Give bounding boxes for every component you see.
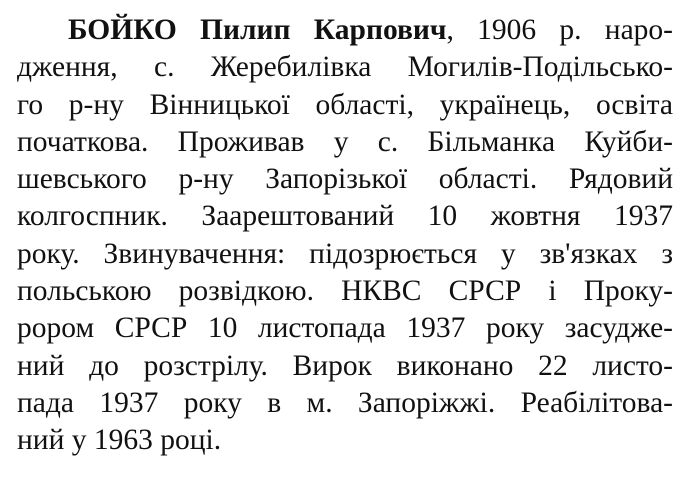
- entry-line-12: ний у 1963 році.: [17, 424, 222, 457]
- entry-line-11: пада 1937 року в м. Запоріжжі. Реабілітова-: [17, 386, 673, 419]
- entry-line-6: колгоспник. Заарештований 10 жовтня 1937: [17, 200, 673, 233]
- entry-line-9: рором СРСР 10 листопада 1937 року засудже-: [17, 312, 673, 345]
- entry-line-2: дження, с. Жеребилівка Могилів-Подільсько-: [17, 51, 673, 84]
- entry-line-1-text: , 1906 р. наро-: [446, 14, 673, 46]
- biography-entry: [17, 12, 673, 460]
- entry-line-8: польською розвідкою. НКВС СРСР і Проку-: [17, 275, 673, 308]
- entry-line-10: ний до розстрілу. Вирок виконано 22 листо-: [17, 349, 673, 382]
- entry-line-7: року. Звинувачення: підозрюється у зв'язках з: [17, 237, 673, 270]
- person-name: БОЙКО Пилип Карпович: [68, 14, 447, 46]
- entry-line-5: шевського р-ну Запорізької області. Рядовий: [17, 163, 673, 196]
- entry-line-1: [17, 12, 673, 49]
- entry-line-4: початкова. Проживав у с. Більманка Куйби-: [17, 125, 673, 158]
- entry-line-3: го р-ну Вінницької області, українець, освіта: [17, 88, 673, 121]
